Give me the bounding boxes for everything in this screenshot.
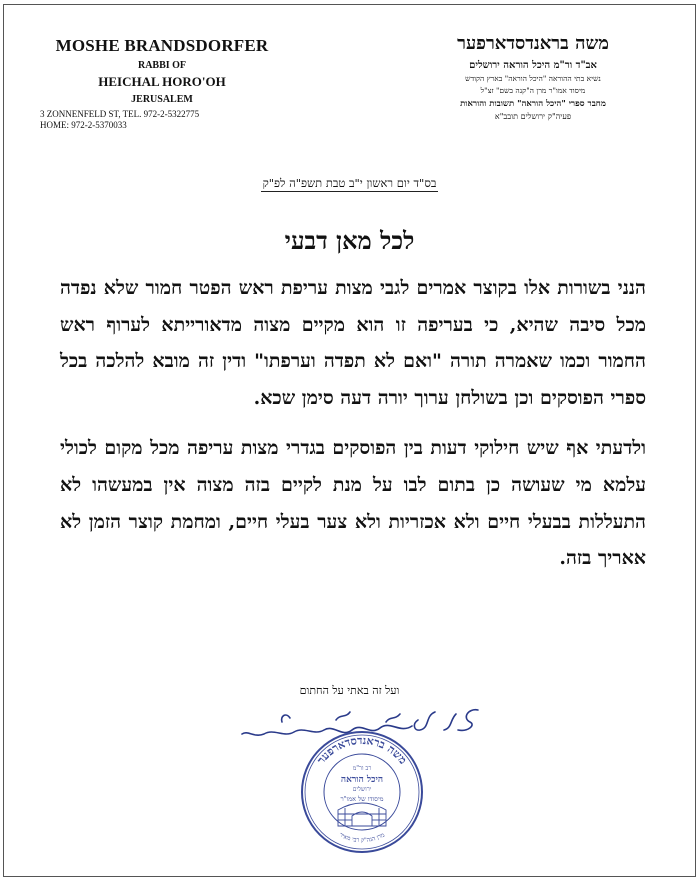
letterhead-hebrew — [403, 33, 663, 121]
letterhead-hebrew-line2: נשיא בתי ההוראה "היכל הוראה" בארץ הקודש — [465, 74, 601, 83]
letterhead-hebrew-line4: מחבר ספרי "היכל הוראה" תשובות והוראות — [460, 99, 606, 109]
stamp-inner-city: ירושלים — [352, 786, 372, 793]
letterhead-hebrew-line1: אב"ד ור"מ היכל הוראה ירושלים — [469, 60, 597, 71]
letterhead-english — [32, 36, 292, 131]
closing-line: ועל זה באתי על החתום — [299, 684, 400, 697]
home-phone-line: HOME: 972-2-5370033 — [40, 120, 127, 130]
letterhead-hebrew-line3: מיסוד אמו"ר מרן ה"קנה בשם" זצ"ל — [480, 86, 586, 95]
address-block — [32, 109, 292, 131]
stamp-outer-bottom-text: מרן הגה"ק רבי מאיר — [338, 831, 386, 845]
address-line: 3 ZONNENFELD ST, TEL. 972-2-5322775 — [40, 109, 200, 119]
rabbi-name-hebrew: משה בראנדסדארפער — [457, 33, 609, 54]
organization-english: HEICHAL HORO'OH — [98, 74, 226, 89]
letterhead-hebrew-line5: פעיה"ק ירושלים תובב"א — [494, 112, 572, 121]
stamp-outer-text: משה בראנדסדארפער — [314, 733, 410, 767]
svg-text:משה בראנדסדארפער — [314, 734, 409, 767]
stamp-gate-icon — [338, 803, 386, 826]
letter-body — [60, 270, 646, 577]
date-line — [0, 176, 699, 190]
rabbi-name-english: MOSHE BRANDSDORFER — [55, 36, 269, 55]
body-paragraph-1: הנני בשורות אלו בקוצר אמרים לגבי מצות עריפת ראש הפטר חמור שלא נפדה מכל סיבה שהיא, כי בעריפה זו הוא מקיים מצוה מדאורייתא לערוף ראש החמור וכמו שאמרה תורה "ואם לא תפדה וערפתו" ודין זה מובא להלכה בכל ספרי הפוסקים וכן בשולחן ערוך יורה דעה סימן שכא. — [60, 277, 646, 409]
rabbinical-stamp — [300, 730, 424, 854]
stamp-inner-top: רב ור"מ — [352, 765, 372, 772]
stamp-inner-mid: היכל הוראה — [340, 775, 384, 785]
letter-title: לכל מאן דבעי — [284, 226, 415, 255]
stamp-inner-bottom: מיסודו של אמו"ר — [340, 795, 384, 803]
body-paragraph-2: ולדעתי אף שיש חילוקי דעות בין הפוסקים בגדרי מצות עריפה מכל מקום לכולי עלמא מי שעושה כן בתום לבו על מנת לקיים בזה מצוה אין במעשהו לא התעללות בבעלי חיים ולא אכזריות ולא צער בעלי חיים, ומחמת קוצר הזמן לא אאריך בזה. — [60, 437, 646, 570]
city-english: JERUSALEM — [131, 94, 193, 105]
date-text: בס"ד יום ראשון י"ב טבת תשפ"ה לפ"ק — [262, 176, 437, 190]
svg-text:מרן הגה"ק רבי מאיר — [338, 831, 386, 844]
rabbi-title-english: RABBI OF — [137, 60, 187, 71]
